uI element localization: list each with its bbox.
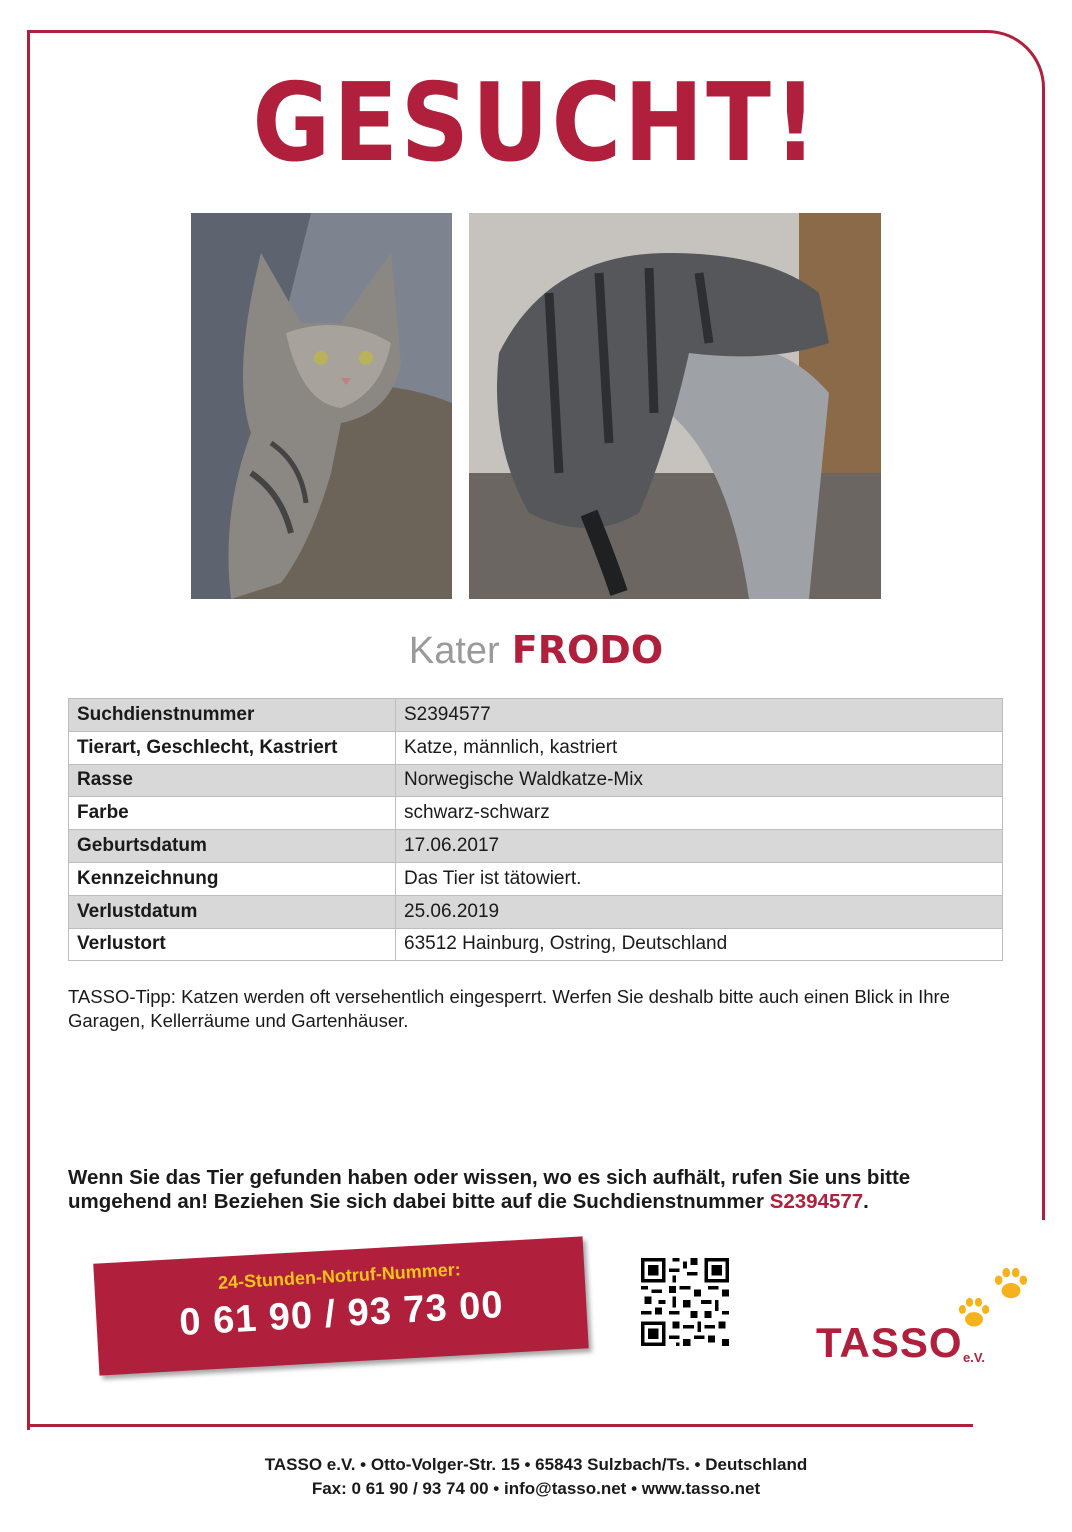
- fact-label: Suchdienstnummer: [69, 699, 396, 732]
- cat-name-heading: [0, 628, 1072, 675]
- fact-label: Verlustdatum: [69, 895, 396, 928]
- fact-label: Verlustort: [69, 928, 396, 961]
- tasso-tip: TASSO-Tipp: Katzen werden oft versehentlich eingesperrt. Werfen Sie deshalb bitte auch einen Blick in Ihre Garagen, Kellerräume und Gartenhäuser.: [68, 986, 950, 1031]
- fact-value: 25.06.2019: [396, 895, 1003, 928]
- table-row: [69, 830, 1003, 863]
- callout-end: .: [863, 1190, 869, 1213]
- facts-table: [68, 698, 1003, 961]
- fact-value: S2394577: [396, 699, 1003, 732]
- fact-value: Katze, männlich, kastriert: [396, 731, 1003, 764]
- cat-prefix: Kater: [408, 630, 500, 672]
- table-row: [69, 797, 1003, 830]
- callout-text: Wenn Sie das Tier gefunden haben oder wissen, wo es sich aufhält, rufen Sie uns bitte umgehend an! Beziehen Sie sich dabei bitte auf die Suchdienstnummer: [68, 1166, 911, 1213]
- fact-label: Geburtsdatum: [69, 830, 396, 863]
- fact-value: Das Tier ist tätowiert.: [396, 862, 1003, 895]
- cat-name: FRODO: [511, 628, 664, 672]
- footer-contact: Fax: 0 61 90 / 93 74 00 • info@tasso.net • www.tasso.net: [311, 1479, 761, 1498]
- cat-photo-1: [191, 213, 452, 599]
- qr-code-icon[interactable]: [641, 1258, 729, 1346]
- tasso-logo-suffix: e.V.: [963, 1350, 985, 1365]
- tasso-logo: TASSO: [816, 1319, 963, 1366]
- headline: GESUCHT!: [252, 61, 820, 186]
- cat-photo-2: [469, 213, 881, 599]
- table-row: [69, 764, 1003, 797]
- table-row: [69, 699, 1003, 732]
- fact-value: Norwegische Waldkatze-Mix: [396, 764, 1003, 797]
- fact-value: 63512 Hainburg, Ostring, Deutschland: [396, 928, 1003, 961]
- fact-value: 17.06.2017: [396, 830, 1003, 863]
- table-row: [69, 731, 1003, 764]
- fact-label: Rasse: [69, 764, 396, 797]
- fact-value: schwarz-schwarz: [396, 797, 1003, 830]
- fact-label: Tierart, Geschlecht, Kastriert: [69, 731, 396, 764]
- poster-frame-bottom: [27, 1424, 973, 1427]
- contact-callout: [68, 1166, 1008, 1214]
- table-row: [69, 862, 1003, 895]
- hotline-number[interactable]: 0 61 90 / 93 73 00: [178, 1283, 505, 1345]
- footer: [0, 1453, 1072, 1501]
- table-row: [69, 895, 1003, 928]
- hotline-label: 24-Stunden-Notruf-Nummer:: [217, 1259, 462, 1293]
- fact-label: Kennzeichnung: [69, 862, 396, 895]
- paw-icon: [992, 1266, 1030, 1302]
- table-row: [69, 928, 1003, 961]
- footer-address: TASSO e.V. • Otto-Volger-Str. 15 • 65843 Sulzbach/Ts. • Deutschland: [264, 1455, 808, 1474]
- callout-search-number: S2394577: [769, 1190, 864, 1213]
- fact-label: Farbe: [69, 797, 396, 830]
